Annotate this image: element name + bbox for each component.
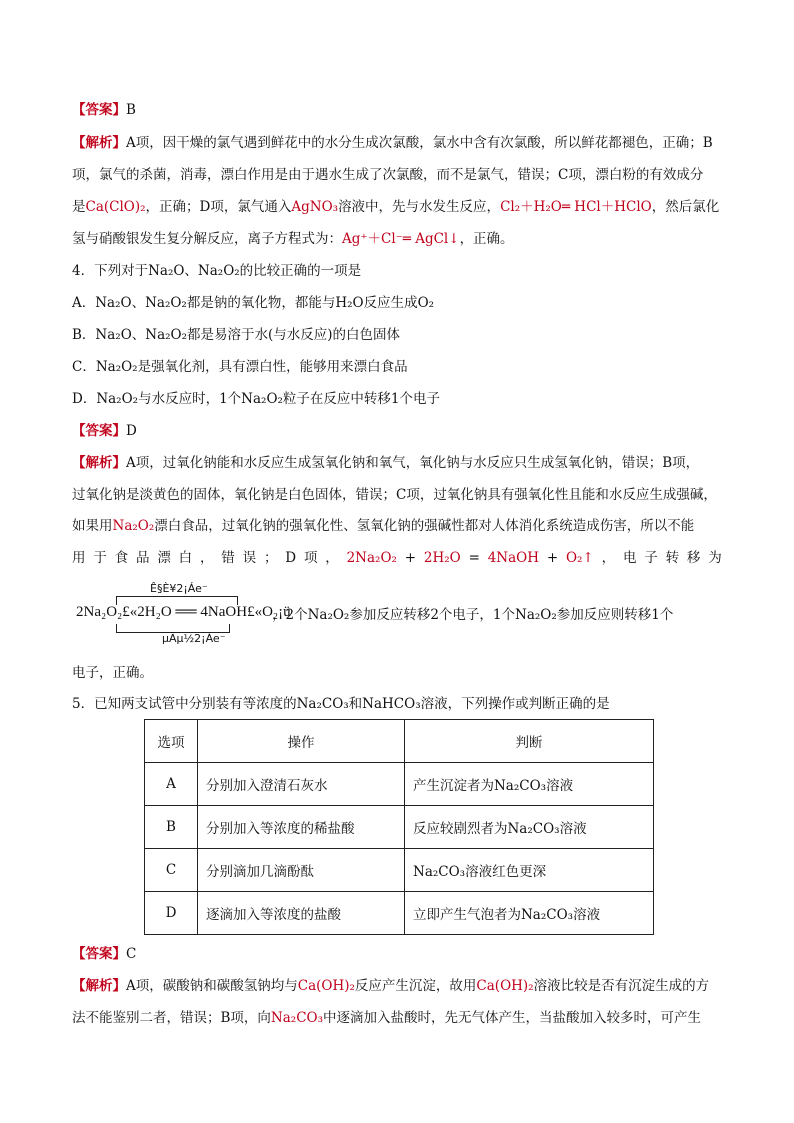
table-cell: 立即产生气泡者为Na₂CO₃溶液	[405, 892, 654, 935]
table-row	[145, 849, 654, 892]
table-header-cell: 操作	[198, 720, 405, 763]
table-row	[145, 806, 654, 849]
analysis-tag: 【解析】	[72, 135, 126, 151]
table-cell: 分别加入等浓度的稀盐酸	[198, 806, 405, 849]
q4-analysis-line-4	[72, 548, 722, 568]
table-cell: D	[145, 892, 198, 935]
word: 电	[622, 550, 637, 566]
word: 食	[114, 550, 129, 566]
table-cell: C	[145, 849, 198, 892]
chem-formula: Na₂CO₃	[270, 1010, 324, 1026]
word: 子	[644, 550, 658, 566]
chem-formula: Na₂O₂	[112, 518, 155, 534]
answer-tag: 【答案】	[72, 423, 126, 439]
q5-stem: 5．已知两支试管中分别装有等浓度的Na₂CO₃和NaHCO₃溶液，下列操作或判断正确的是	[72, 696, 610, 712]
word: 错	[221, 550, 235, 566]
analysis-text: 如果用	[72, 518, 113, 534]
q5-answer-line	[72, 944, 136, 964]
analysis-text: 溶液比较是否有沉淀生成的方	[533, 978, 710, 994]
table-cell: A	[145, 763, 198, 806]
word: 转	[665, 550, 680, 566]
q3-analysis-line-2	[72, 165, 703, 185]
q4-option-a: A．Na₂O、Na₂O₂都是钠的氧化物，都能与H₂O反应生成O₂	[72, 295, 435, 311]
word: 项	[303, 550, 318, 566]
word: 误	[242, 550, 257, 566]
analysis-text: 氢与硝酸银发生复分解反应，离子方程式为：	[72, 231, 342, 247]
analysis-text: ，正确；D项，氯气通入	[145, 199, 292, 215]
analysis-tag: 【解析】	[72, 455, 126, 471]
q4-option-b: B．Na₂O、Na₂O₂都是易溶于水(与水反应)的白色固体	[72, 327, 401, 343]
chem-formula: Ca(OH)₂	[297, 978, 355, 994]
answer-value: C	[126, 946, 137, 962]
chem-formula: 4NaOH	[487, 550, 540, 566]
word: 白	[178, 550, 193, 566]
word: 移	[686, 550, 701, 566]
table-cell: Na₂CO₃溶液红色更深	[405, 849, 654, 892]
q3-analysis-line-1	[72, 133, 713, 153]
q4-stem: 4．下列对于Na₂O、Na₂O₂的比较正确的一项是	[72, 263, 362, 279]
q4-option-d: D．Na₂O₂与水反应时，1个Na₂O₂粒子在反应中转移1个电子	[72, 391, 441, 407]
word: 于	[93, 550, 107, 566]
analysis-text: 法不能鉴别二者，错误；B项，向	[72, 1010, 271, 1026]
analysis-text: A项，碳酸钠和碳酸氢钠均与	[126, 978, 298, 994]
answer-tag: 【答案】	[72, 102, 126, 118]
options-table	[144, 719, 654, 935]
chem-formula: Ca(ClO)₂	[85, 199, 146, 215]
word: ，	[199, 550, 214, 566]
table-cell: 分别加入澄清石灰水	[198, 763, 405, 806]
table-row	[145, 763, 654, 806]
table-cell: B	[145, 806, 198, 849]
garbled-label-bottom: µÃµ½2¡Áe⁻	[162, 632, 226, 645]
table-header-row	[145, 720, 654, 763]
word: 品	[135, 550, 150, 566]
q3-answer-line	[72, 100, 136, 120]
analysis-text: 中逐滴加入盐酸时，先无气体产生，当盐酸加入较多时，可产生	[323, 1010, 702, 1026]
analysis-text: A项，因干燥的氯气遇到鲜花中的水分生成次氯酸，氯水中含有次氯酸，所以鲜花都褪色，正确；B	[126, 135, 713, 151]
q4-option-c: C．Na₂O₂是强氧化剂，具有漂白性，能够用来漂白食品	[72, 359, 408, 375]
table-header-cell: 判断	[405, 720, 654, 763]
analysis-text: ，正确。	[459, 231, 514, 247]
q3-analysis-line-3	[72, 197, 719, 217]
q4-transfer-text: ，2个Na₂O₂参加反应转移2个电子，1个Na₂O₂参加反应则转移1个	[272, 607, 674, 623]
electron-transfer-equation: 2Na₂O₂£«2H₂O ══ 4NaOH£«O₂¡ü	[76, 604, 291, 620]
word: +	[404, 550, 417, 566]
word: 用	[72, 550, 86, 566]
analysis-text: 溶液中，先与水发生反应，	[338, 199, 501, 215]
q3-analysis-line-4	[72, 229, 514, 249]
chem-equation: Cl₂＋H₂O═ HCl＋HClO	[500, 199, 652, 215]
table-cell: 分别滴加几滴酚酞	[198, 849, 405, 892]
answer-tag: 【答案】	[72, 946, 126, 962]
word: D	[285, 550, 297, 566]
q4-analysis-line-3	[72, 516, 694, 536]
q4-answer-line	[72, 421, 137, 441]
word: ，	[325, 550, 339, 566]
table-cell: 产生沉淀者为Na₂CO₃溶液	[405, 763, 654, 806]
chem-formula: Ca(OH)₂	[476, 978, 534, 994]
analysis-text: 项，氯气的杀菌，消毒，漂白作用是由于遇水生成了次氯酸，而不是氯气，错误；C项，漂白粉的有效成分	[72, 167, 704, 183]
analysis-text: 漂白食品，过氧化钠的强氧化性、氢氧化钠的强碱性都对人体消化系统造成伤害，所以不能	[154, 518, 695, 534]
q5-analysis-line-1	[72, 976, 709, 996]
analysis-tag: 【解析】	[72, 978, 126, 994]
analysis-text: 过氧化钠是淡黄色的固体，氧化钠是白色固体，错误；C项，过氧化钠具有强氧化性且能和水反应生成强碱，	[72, 487, 717, 503]
analysis-text: 反应产生沉淀，故用	[354, 978, 477, 994]
chem-formula: 2Na₂O₂	[346, 550, 397, 566]
word: ，	[601, 550, 616, 566]
analysis-text: ，然后氯化	[651, 199, 720, 215]
word: 漂	[157, 550, 171, 566]
q4-analysis-last: 电子，正确。	[72, 665, 153, 681]
q4-analysis-line-2	[72, 485, 717, 505]
q5-analysis-line-2	[72, 1008, 701, 1028]
table-cell: 逐滴加入等浓度的盐酸	[198, 892, 405, 935]
answer-value: B	[126, 102, 136, 118]
chem-formula: 2H₂O	[423, 550, 461, 566]
table-cell: 反应较剧烈者为Na₂CO₃溶液	[405, 806, 654, 849]
table-header-cell: 选项	[145, 720, 198, 763]
chem-formula: AgNO₃	[291, 199, 339, 215]
analysis-text: A项，过氧化钠能和水反应生成氢氧化钠和氧气，氧化钠与水反应只生成氢氧化钠，错误；B项，	[126, 455, 700, 471]
word: +	[546, 550, 559, 566]
q4-analysis-line-1	[72, 453, 699, 473]
word: =	[468, 550, 480, 566]
chem-formula: O₂↑	[565, 550, 594, 566]
word: 为	[708, 550, 722, 566]
answer-value: D	[126, 423, 137, 439]
table-row	[145, 892, 654, 935]
garbled-label-top: Ê§È¥2¡Áe⁻	[150, 582, 208, 595]
analysis-text: 是	[72, 199, 86, 215]
word: ；	[263, 550, 278, 566]
chem-equation: Ag⁺＋Cl⁻═ AgCl↓	[342, 231, 460, 247]
